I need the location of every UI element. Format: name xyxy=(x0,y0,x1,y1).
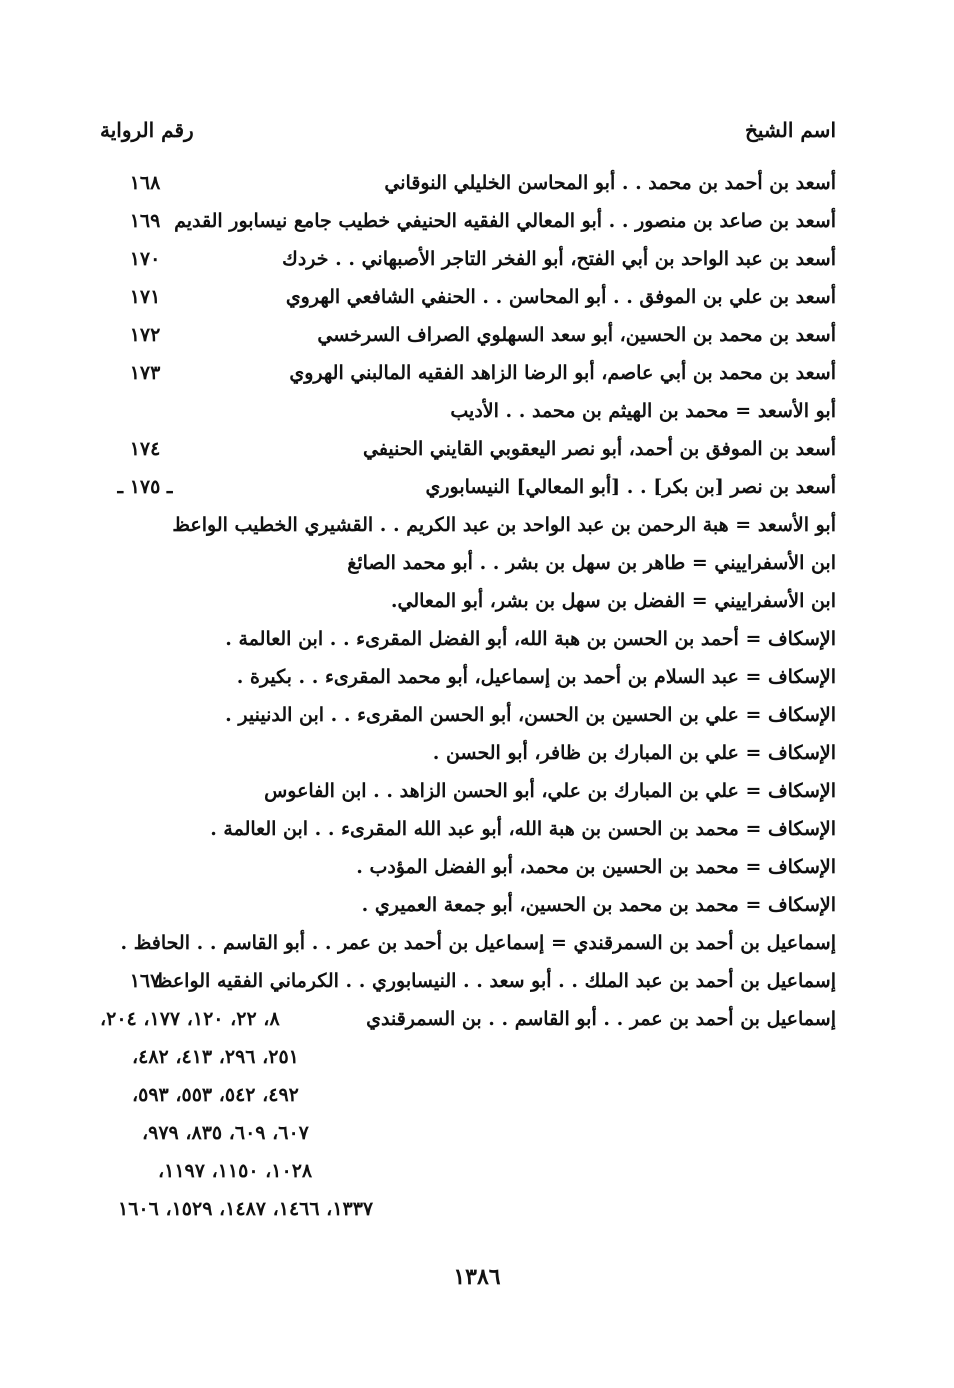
entry-name: أبو الأسعد = محمد بن الهيثم بن محمد . . الأديب xyxy=(450,400,836,422)
index-entry xyxy=(100,658,836,696)
index-entry xyxy=(100,392,836,430)
entry-number: ١٧١ xyxy=(129,286,161,308)
index-entry xyxy=(100,1000,836,1038)
entry-number: ـ ١٧٥ ـ xyxy=(117,476,173,498)
reference-continuation-line: ٢٥١، ٢٩٦، ٤١٣، ٤٨٢، xyxy=(132,1046,299,1068)
index-entry xyxy=(100,810,836,848)
entry-name: ابن الأسفراييني = الفضل بن سهل بن بشر، أبو المعالي. xyxy=(390,590,836,612)
sheikh-name-column-header: اسم الشيخ xyxy=(744,118,836,142)
entry-name: الإسكاف = علي بن المبارك بن ظافر، أبو الحسن . xyxy=(432,742,836,764)
index-entry xyxy=(100,544,836,582)
entry-name: الإسكاف = محمد بن محمد بن الحسين، أبو جمعة العميري . xyxy=(361,894,836,916)
entry-number: ١٦٨ xyxy=(129,172,161,194)
index-entry xyxy=(100,924,836,962)
entry-name: أبو الأسعد = هبة الرحمن بن عبد الواحد بن عبد الكريم . . القشيري الخطيب الواعظ xyxy=(172,514,836,536)
index-entry xyxy=(100,962,836,1000)
reference-continuation-line: ٦٠٧، ٦٠٩، ٨٣٥، ٩٧٩، xyxy=(142,1122,309,1144)
narration-number-column-header: رقم الرواية xyxy=(100,118,194,142)
index-entry xyxy=(100,506,836,544)
index-entry xyxy=(100,468,836,506)
entry-number: ١٦٩ xyxy=(129,210,161,232)
index-entry xyxy=(100,886,836,924)
entry-name: الإسكاف = محمد بن الحسن بن هبة الله، أبو عبد الله المقرىء . . ابن العالمة . xyxy=(210,818,836,840)
index-entry xyxy=(100,164,836,202)
entry-number: ١٦٧ xyxy=(129,970,161,992)
entry-name: أسعد بن صاعد بن منصور . . أبو المعالي الفقيه الحنيفي خطيب جامع نيسابور القديم xyxy=(174,210,836,232)
entry-name: الإسكاف = أحمد بن الحسن بن هبة الله، أبو الفضل المقرىء . . ابن العالمة . xyxy=(225,628,836,650)
index-entry xyxy=(100,430,836,468)
entry-name: أسعد بن أحمد بن محمد . . أبو المحاسن الخليلي النوقاني xyxy=(384,172,836,194)
entry-name: أسعد بن الموفق بن أحمد، أبو نصر اليعقوبي القايني الحنيفي xyxy=(362,438,836,460)
entry-number: ١٧٠ xyxy=(129,248,161,270)
index-entry xyxy=(100,316,836,354)
entry-name: أسعد بن علي بن الموفق . . أبو المحاسن . . الحنفي الشافعي الهروي xyxy=(285,286,836,308)
entry-name: إسماعيل بن أحمد بن عبد الملك . . أبو سعد . . النيسابوري . . الكرماني الفقيه الواعظ xyxy=(154,970,836,992)
index-entry xyxy=(100,582,836,620)
entry-name: ابن الأسفراييني = طاهر بن سهل بن بشر . . أبو محمد الصائغ xyxy=(347,552,836,574)
entry-name: الإسكاف = علي بن المبارك بن علي، أبو الحسن الزاهد . . ابن الفاعوس xyxy=(264,780,836,802)
entry-name: إسماعيل بن أحمد بن السمرقندي = إسماعيل بن أحمد بن عمر . . أبو القاسم . . الحافظ . xyxy=(120,932,836,954)
page-number: ١٣٨٦ xyxy=(453,1264,501,1290)
index-entry xyxy=(100,734,836,772)
entry-name: الإسكاف = عبد السلام بن أحمد بن إسماعيل، أبو محمد المقرىء . . بكيرة . xyxy=(236,666,836,688)
index-entry xyxy=(100,696,836,734)
entry-number: ١٧٣ xyxy=(129,362,161,384)
index-entry xyxy=(100,202,836,240)
entry-name: أسعد بن محمد بن أبي عاصم، أبو الرضا الزاهد الفقيه المالبني الهروي xyxy=(289,362,836,384)
entry-name: أسعد بن نصر [بن بكر] . . [أبو المعالي] النيسابوري xyxy=(425,476,836,498)
reference-continuation-line: ٤٩٢، ٥٤٢، ٥٥٣، ٥٩٣، xyxy=(132,1084,299,1106)
entry-name: الإسكاف = علي بن الحسين بن الحسن، أبو الحسن المقرىء . . ابن الدنينير . xyxy=(225,704,836,726)
index-entry xyxy=(100,772,836,810)
entry-number: ١٧٤ xyxy=(129,438,161,460)
index-entry xyxy=(100,240,836,278)
index-entry xyxy=(100,848,836,886)
entry-name: الإسكاف = محمد بن الحسين بن محمد، أبو الفضل المؤدب . xyxy=(356,856,836,878)
entry-name: أسعد بن محمد بن الحسين، أبو سعد السهلوي الصراف السرخسي xyxy=(317,324,836,346)
entry-name: إسماعيل بن أحمد بن عمر . . أبو القاسم . . بن السمرقندي xyxy=(366,1008,836,1030)
column-headers xyxy=(100,118,836,154)
index-entry xyxy=(100,278,836,316)
entry-number: ١٧٢ xyxy=(129,324,161,346)
entry-reference-list: ٨، ٢٢، ١٢٠، ١٧٧، ٢٠٤، xyxy=(100,1008,280,1030)
reference-continuation-line: ١٣٣٧، ١٤٦٦، ١٤٨٧، ١٥٢٩، ١٦٠٦ xyxy=(118,1198,374,1220)
index-entry xyxy=(100,620,836,658)
index-entry xyxy=(100,354,836,392)
reference-continuation-line: ١٠٢٨، ١١٥٠، ١١٩٧، xyxy=(158,1160,313,1182)
entry-name: أسعد بن عبد الواحد بن أبي الفتح، أبو الفخر التاجر الأصبهاني . . خردك xyxy=(282,248,836,270)
